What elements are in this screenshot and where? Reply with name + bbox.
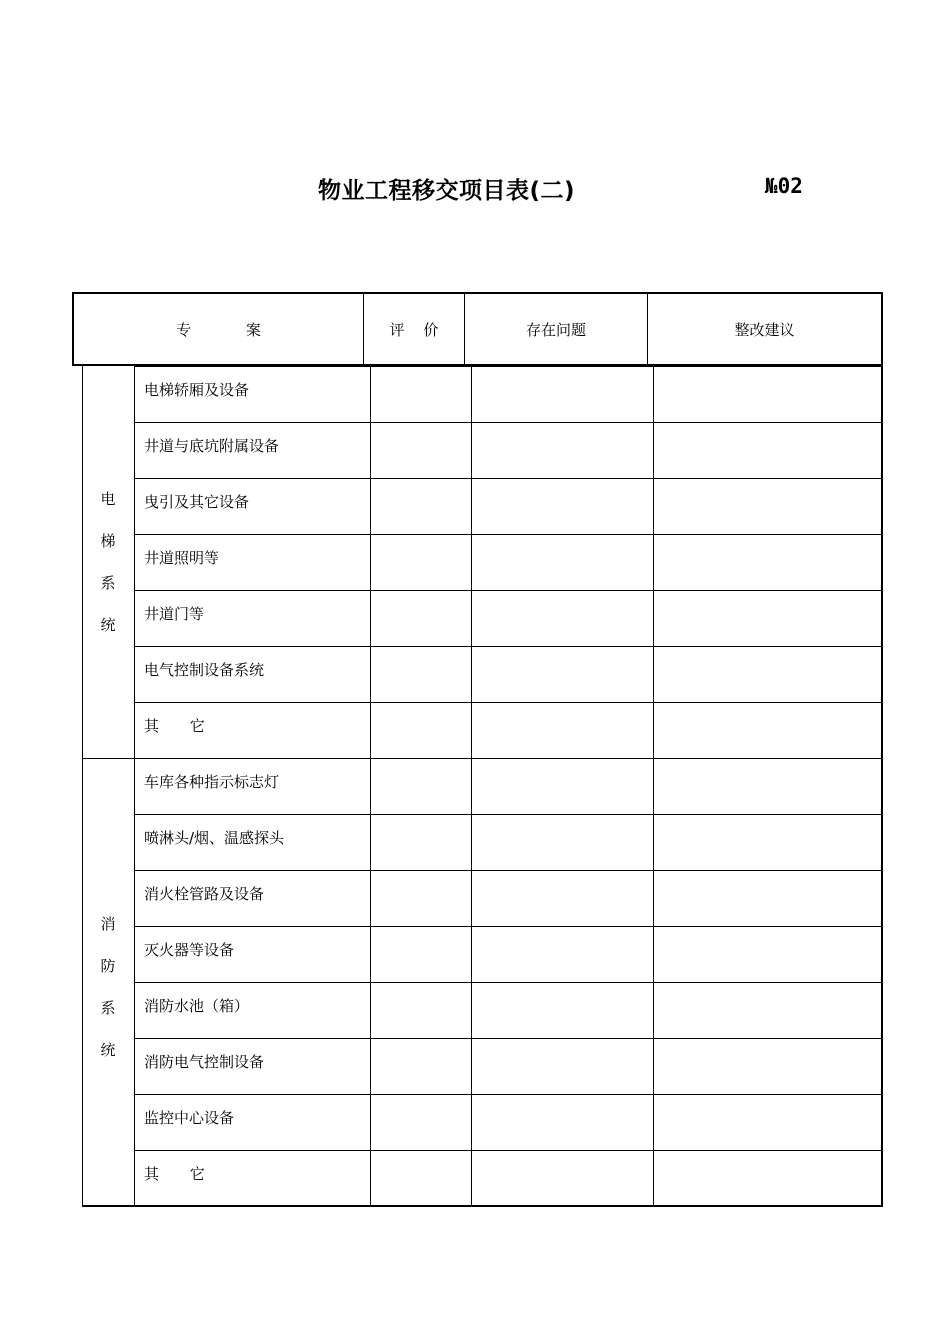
advice-cell[interactable]: [653, 1039, 654, 1094]
evaluation-cell[interactable]: [370, 367, 371, 422]
evaluation-cell[interactable]: [370, 983, 371, 1038]
row-item: 其 它: [144, 717, 205, 735]
issues-cell[interactable]: [471, 1095, 472, 1150]
evaluation-cell[interactable]: [370, 815, 371, 870]
table-row: [135, 870, 881, 926]
header-project: 专 案: [176, 320, 261, 339]
table-row: [135, 758, 881, 814]
document-title: 物业工程移交项目表(二): [318, 178, 576, 204]
table-header: [72, 292, 883, 366]
row-item: 其 它: [144, 1165, 205, 1183]
issues-cell[interactable]: [471, 815, 472, 870]
row-item: 消防水池（箱）: [144, 997, 250, 1015]
header-advice: 整改建议: [647, 294, 881, 364]
issues-cell[interactable]: [471, 535, 472, 590]
group-char: 系: [100, 999, 116, 1017]
advice-cell[interactable]: [653, 815, 654, 870]
table-row: [135, 646, 881, 702]
group-char: 系: [100, 574, 116, 592]
row-item: 井道与底坑附属设备: [144, 437, 280, 455]
row-item: 井道照明等: [144, 549, 220, 567]
table-row: [135, 926, 881, 982]
header-issues: 存在问题: [464, 294, 647, 364]
issues-cell[interactable]: [471, 591, 472, 646]
advice-cell[interactable]: [653, 423, 654, 478]
group-char: 防: [100, 957, 116, 975]
issues-cell[interactable]: [471, 759, 472, 814]
table-row: [135, 478, 881, 534]
row-item: 监控中心设备: [144, 1109, 235, 1127]
row-item: 喷淋头/烟、温感探头: [144, 829, 285, 847]
table-row: [135, 422, 881, 478]
evaluation-cell[interactable]: [370, 927, 371, 982]
evaluation-cell[interactable]: [370, 423, 371, 478]
advice-cell[interactable]: [653, 1095, 654, 1150]
row-item: 电梯轿厢及设备: [144, 381, 250, 399]
group-char: 统: [100, 616, 116, 634]
advice-cell[interactable]: [653, 927, 654, 982]
advice-cell[interactable]: [653, 535, 654, 590]
advice-cell[interactable]: [653, 1151, 654, 1206]
issues-cell[interactable]: [471, 1151, 472, 1206]
issues-cell[interactable]: [471, 703, 472, 758]
group-char: 统: [100, 1041, 116, 1059]
evaluation-cell[interactable]: [370, 591, 371, 646]
group-elevator-label: [82, 366, 135, 758]
table-row: [135, 590, 881, 646]
row-item: 灭火器等设备: [144, 941, 235, 959]
issues-cell[interactable]: [471, 367, 472, 422]
evaluation-cell[interactable]: [370, 1151, 371, 1206]
group-char: 消: [100, 915, 116, 933]
advice-cell[interactable]: [653, 591, 654, 646]
group-fire-label: [82, 758, 135, 1206]
evaluation-cell[interactable]: [370, 759, 371, 814]
row-item: 电气控制设备系统: [144, 661, 265, 679]
row-item: 曳引及其它设备: [144, 493, 250, 511]
evaluation-cell[interactable]: [370, 479, 371, 534]
advice-cell[interactable]: [653, 479, 654, 534]
evaluation-cell[interactable]: [370, 871, 371, 926]
table-row: [135, 534, 881, 590]
issues-cell[interactable]: [471, 479, 472, 534]
evaluation-cell[interactable]: [370, 1039, 371, 1094]
group-char: 电: [100, 490, 116, 508]
table-row: [135, 1150, 881, 1206]
evaluation-cell[interactable]: [370, 647, 371, 702]
table-row: [135, 982, 881, 1038]
issues-cell[interactable]: [471, 1039, 472, 1094]
advice-cell[interactable]: [653, 871, 654, 926]
issues-cell[interactable]: [471, 983, 472, 1038]
advice-cell[interactable]: [653, 647, 654, 702]
evaluation-cell[interactable]: [370, 703, 371, 758]
issues-cell[interactable]: [471, 423, 472, 478]
table-row: [135, 702, 881, 758]
table-row: [135, 1094, 881, 1150]
advice-cell[interactable]: [653, 759, 654, 814]
evaluation-cell[interactable]: [370, 535, 371, 590]
issues-cell[interactable]: [471, 647, 472, 702]
table-row: [135, 814, 881, 870]
issues-cell[interactable]: [471, 871, 472, 926]
document-number: №02: [765, 174, 803, 198]
table-row: [135, 366, 881, 422]
row-item: 消防电气控制设备: [144, 1053, 265, 1071]
advice-cell[interactable]: [653, 983, 654, 1038]
row-item: 车库各种指示标志灯: [144, 773, 280, 791]
group-char: 梯: [100, 532, 116, 550]
row-item: 井道门等: [144, 605, 205, 623]
evaluation-cell[interactable]: [370, 1095, 371, 1150]
issues-cell[interactable]: [471, 927, 472, 982]
header-evaluation: 评 价: [363, 294, 464, 364]
advice-cell[interactable]: [653, 367, 654, 422]
row-item: 消火栓管路及设备: [144, 885, 265, 903]
advice-cell[interactable]: [653, 703, 654, 758]
table-row: [135, 1038, 881, 1094]
